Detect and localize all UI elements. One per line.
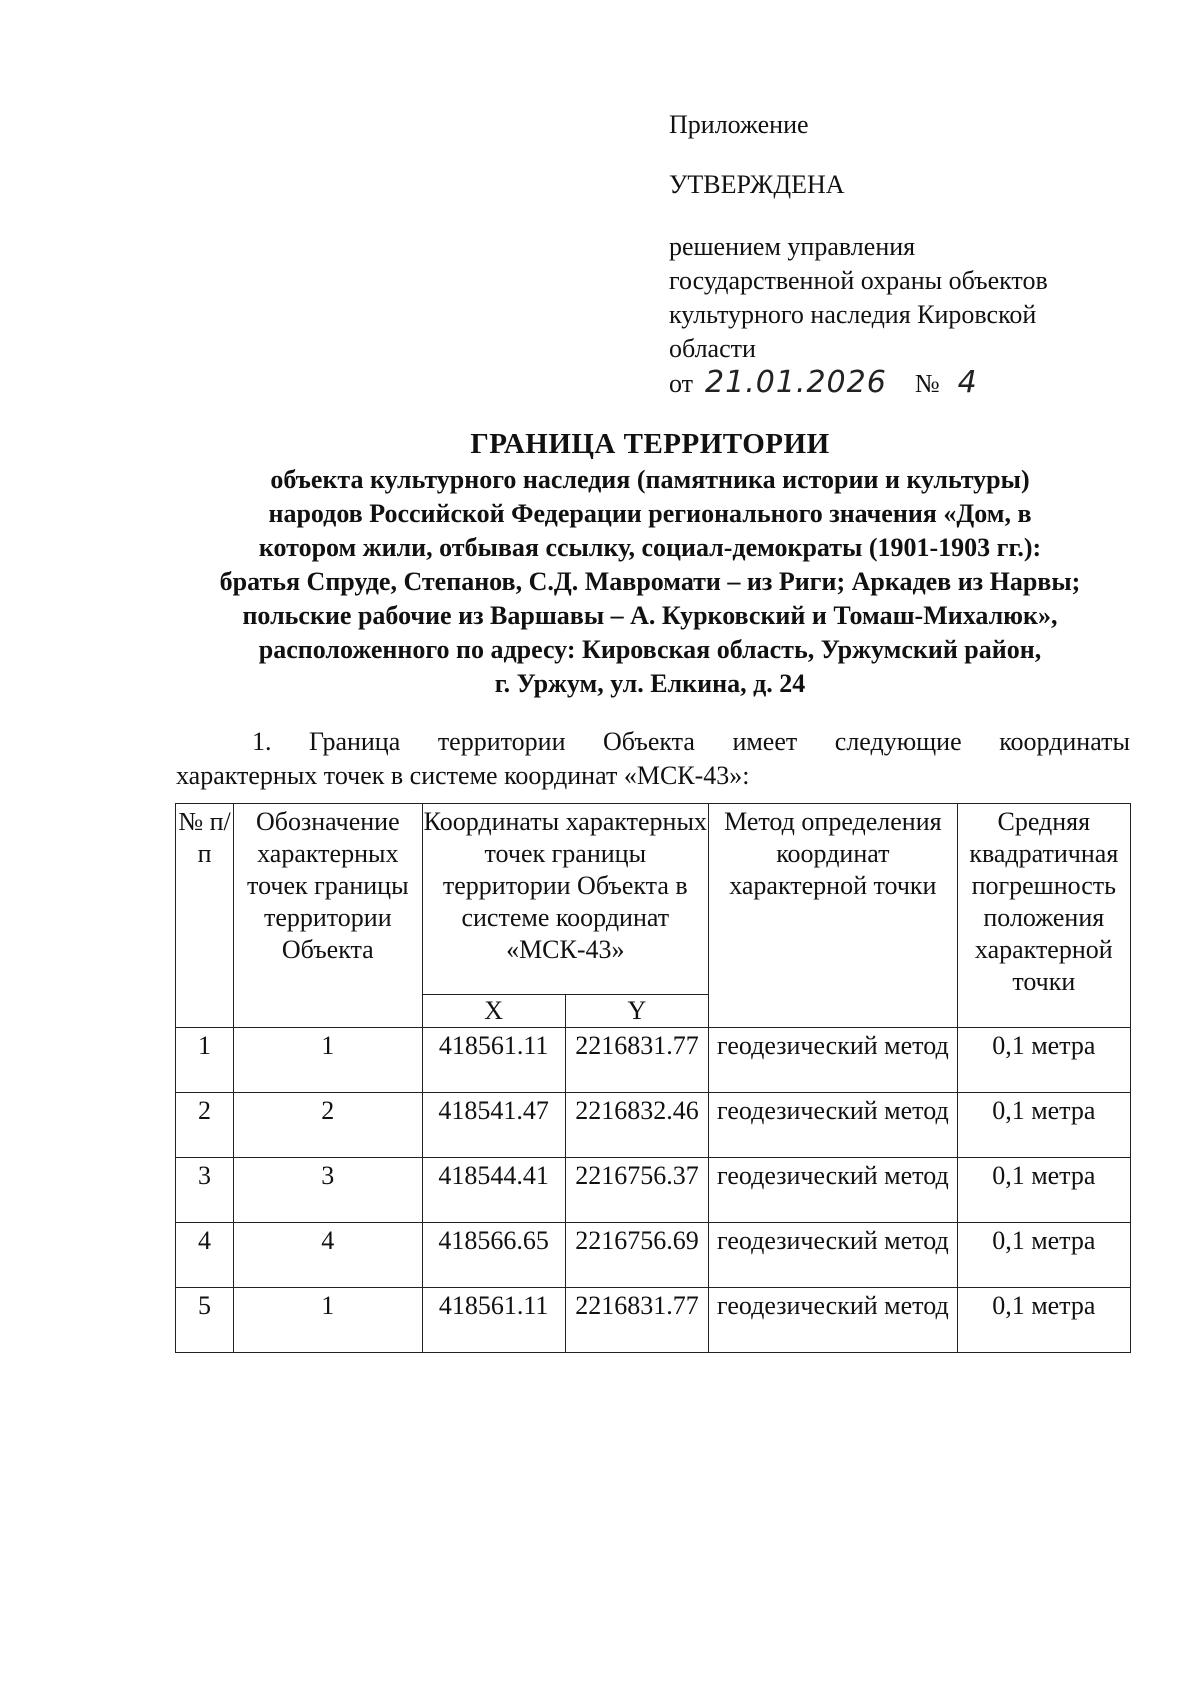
cell-num: 2 bbox=[176, 1093, 234, 1158]
cell-error: 0,1 метра bbox=[957, 1028, 1130, 1093]
cell-method: геодезический метод bbox=[709, 1028, 958, 1093]
title-line: расположенного по адресу: Кировская область, Уржумский район, bbox=[258, 635, 1042, 664]
cell-num: 4 bbox=[176, 1223, 234, 1288]
number-label: № bbox=[914, 369, 940, 398]
cell-point: 1 bbox=[234, 1028, 422, 1093]
cell-y: 2216831.77 bbox=[565, 1288, 708, 1353]
title-line: г. Уржум, ул. Елкина, д. 24 bbox=[494, 669, 806, 698]
cell-x: 418561.11 bbox=[422, 1028, 565, 1093]
table-row bbox=[176, 1028, 1131, 1093]
header-method: Метод определения координат характерной точки bbox=[709, 804, 958, 1028]
cell-error: 0,1 метра bbox=[957, 1158, 1130, 1223]
cell-error: 0,1 метра bbox=[957, 1223, 1130, 1288]
table-row bbox=[176, 1093, 1131, 1158]
header-x: X bbox=[422, 995, 565, 1028]
cell-method: геодезический метод bbox=[709, 1158, 958, 1223]
paragraph-first-line bbox=[176, 725, 1130, 759]
title-line: котором жили, отбывая ссылку, социал-демократы (1901-1903 гг.): bbox=[258, 533, 1042, 562]
paragraph-word: 1. bbox=[252, 727, 272, 756]
cell-x: 418544.41 bbox=[422, 1158, 565, 1223]
paragraph-second-line: характерных точек в системе координат «МСК-43»: bbox=[176, 761, 750, 790]
appendix-label: Приложение bbox=[669, 110, 809, 139]
cell-point: 1 bbox=[234, 1288, 422, 1353]
handwritten-date: 21.01.2026 bbox=[705, 365, 887, 400]
cell-y: 2216756.69 bbox=[565, 1223, 708, 1288]
paragraph-word: координаты bbox=[999, 727, 1130, 756]
cell-num: 3 bbox=[176, 1158, 234, 1223]
decision-date-number bbox=[669, 366, 1129, 401]
cell-num: 5 bbox=[176, 1288, 234, 1353]
from-label: от bbox=[669, 369, 694, 398]
decision-line: области bbox=[669, 334, 756, 363]
title-line: народов Российской Федерации регионального значения «Дом, в bbox=[268, 499, 1032, 528]
header-error: Средняя квадратичная погрешность положения характерной точки bbox=[957, 804, 1130, 1028]
table-row bbox=[176, 1288, 1131, 1353]
cell-error: 0,1 метра bbox=[957, 1288, 1130, 1353]
decision-text bbox=[669, 230, 1129, 366]
header-designation: Обозначение характерных точек границы территории Объекта bbox=[234, 804, 422, 1028]
decision-line: государственной охраны объектов bbox=[669, 266, 1048, 295]
title-line: объекта культурного наследия (памятника истории и культуры) bbox=[270, 465, 1030, 494]
header-num: № п/п bbox=[176, 804, 234, 1028]
cell-method: геодезический метод bbox=[709, 1288, 958, 1353]
document-title bbox=[170, 425, 1130, 701]
cell-x: 418561.11 bbox=[422, 1288, 565, 1353]
cell-x: 418541.47 bbox=[422, 1093, 565, 1158]
paragraph-word: Объекта bbox=[603, 727, 695, 756]
handwritten-number: 4 bbox=[957, 365, 978, 400]
header-coordinates: Координаты характерных точек границы территории Объекта в системе координат «МСК-43» bbox=[422, 804, 709, 995]
cell-error: 0,1 метра bbox=[957, 1093, 1130, 1158]
paragraph-word: Граница bbox=[309, 727, 401, 756]
cell-y: 2216756.37 bbox=[565, 1158, 708, 1223]
decision-line: решением управления bbox=[669, 232, 916, 261]
cell-y: 2216831.77 bbox=[565, 1028, 708, 1093]
title-main: ГРАНИЦА ТЕРРИТОРИИ bbox=[470, 428, 830, 460]
cell-point: 4 bbox=[234, 1223, 422, 1288]
paragraph-word: следующие bbox=[834, 727, 962, 756]
intro-paragraph bbox=[176, 725, 1130, 793]
decision-line: культурного наследия Кировской bbox=[669, 300, 1037, 329]
paragraph-word: территории bbox=[437, 727, 566, 756]
paragraph-word: имеет bbox=[732, 727, 798, 756]
title-line: братья Спруде, Степанов, С.Д. Мавромати – из Риги; Аркадев из Нарвы; bbox=[219, 567, 1081, 596]
approval-block bbox=[669, 108, 1129, 401]
cell-point: 3 bbox=[234, 1158, 422, 1223]
cell-y: 2216832.46 bbox=[565, 1093, 708, 1158]
cell-num: 1 bbox=[176, 1028, 234, 1093]
coordinates-table bbox=[175, 803, 1131, 1353]
cell-method: геодезический метод bbox=[709, 1093, 958, 1158]
table-row bbox=[176, 1223, 1131, 1288]
cell-x: 418566.65 bbox=[422, 1223, 565, 1288]
table-row bbox=[176, 1158, 1131, 1223]
approved-label: УТВЕРЖДЕНА bbox=[669, 170, 845, 199]
title-line: польские рабочие из Варшавы – А. Курковский и Томаш-Михалюк», bbox=[242, 601, 1058, 630]
cell-method: геодезический метод bbox=[709, 1223, 958, 1288]
table-header-row bbox=[176, 804, 1131, 995]
cell-point: 2 bbox=[234, 1093, 422, 1158]
header-y: Y bbox=[565, 995, 708, 1028]
